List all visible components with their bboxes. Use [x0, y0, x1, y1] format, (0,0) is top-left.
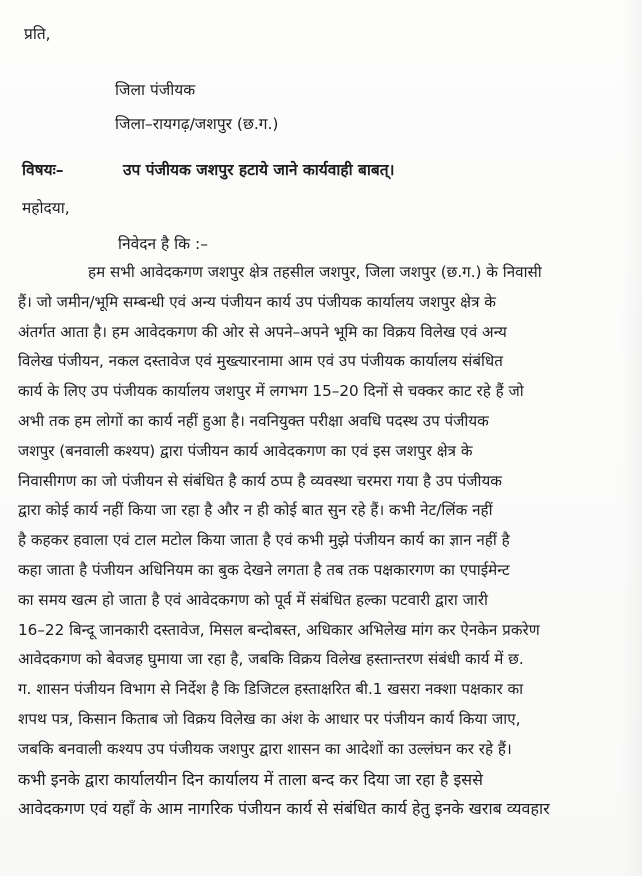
body-line: हम सभी आवेदकगण जशपुर क्षेत्र तहसील जशपुर, जिला जशपुर (छ.ग.) के निवासी [88, 263, 542, 281]
intro-text: निवेदन है कि :– [118, 235, 208, 253]
to-label: प्रति, [24, 25, 51, 43]
body-line: शपथ पत्र, किसान किताब जो विक्रय विलेख का अंश के आधार पर पंजीयन कार्य किया जाए, [18, 709, 521, 728]
recipient-line-1: जिला पंजीयक [115, 81, 196, 99]
body-line: निवासीगण का जो पंजीयन से संबंधित है कार्य ठप्प है व्यवस्था चरमरा गया है उप पंजीयक [18, 471, 502, 490]
body-line: विलेख पंजीयन, नकल दस्तावेज एवं मुख्त्यारनामा आम एवं उप पंजीयक कार्यालय संबंधित [18, 352, 503, 371]
body-line: 16–22 बिन्दू जानकारी दस्तावेज, मिसल बन्दोबस्त, अधिकार अभिलेख मांग कर ऐनकेन प्रकरेण [18, 620, 540, 639]
body-line: अभी तक हम लोगों का कार्य नहीं हुआ है। नवनियुक्त परीक्षा अवधि पदस्थ उप पंजीयक [18, 411, 489, 430]
subject-text: उप पंजीयक जशपुर हटाये जाने कार्यवाही बाबत्। [123, 161, 395, 179]
body-line: आवेदकगण एवं यहाँ के आम नागरिक पंजीयन कार्य से संबंधित कार्य हेतु इनके खराब व्यवहार [18, 799, 550, 819]
body-line: अंतर्गत आता है। हम आवेदकगण की ओर से अपने–अपने भूमि का विक्रय विलेख एवं अन्य [18, 322, 507, 341]
greeting: महोदया, [22, 199, 70, 217]
body-line: कहा जाता है पंजीयन अधिनियम का बुक देखने लगता है तब तक पक्षकारगण का एपाईमेन्ट [18, 560, 510, 579]
body-line: द्वारा कोई कार्य नहीं किया जा रहा है और न ही कोई बात सुन रहे हैं। कभी नेट/लिंक नहीं [18, 501, 493, 520]
letter-body [18, 258, 624, 824]
body-line: कभी इनके द्वारा कार्यालयीन दिन कार्यालय में ताला बन्द कर दिया जा रहा है इससे [18, 769, 483, 789]
body-line: कार्य के लिए उप पंजीयक कार्यालय जशपुर में लगभग 15–20 दिनों से चक्कर काट रहे हैं जो [18, 382, 524, 401]
body-line: का समय खत्म हो जाता है एवं आवेदकगण को पूर्व में संबंधित हल्का पटवारी द्वारा जारी [18, 590, 488, 609]
body-line: जशपुर (बनवाली कश्यप) द्वारा पंजीयन कार्य आवेदकगण का एवं इस जशपुर क्षेत्र के [18, 441, 473, 460]
body-line: आवेदकगण को बेवजह घुमाया जा रहा है, जबकि विक्रय विलेख हस्तान्तरण संबंधी कार्य में छ. [18, 650, 524, 669]
body-line: है कहकर हवाला एवं टाल मटोल किया जाता है एवं कभी मुझे पंजीयन कार्य का ज्ञान नहीं है [18, 531, 510, 550]
subject-label: विषयः– [22, 161, 64, 179]
body-line: हैं। जो जमीन/भूमि सम्बन्धी एवं अन्य पंजीयन कार्य उप पंजीयक कार्यालय जशपुर क्षेत्र के [18, 292, 496, 311]
page-edge-shadow [620, 0, 642, 876]
body-line: जबकि बनवाली कश्यप उप पंजीयक जशपुर द्वारा शासन का आदेशों का उल्लंघन कर रहे हैं। [18, 739, 512, 758]
recipient-line-2: जिला–रायगढ़/जशपुर (छ.ग.) [115, 115, 279, 133]
body-line: ग. शासन पंजीयन विभाग से निर्देश है कि डिजिटल हस्ताक्षरित बी.1 खसरा नक्शा पक्षकार का [18, 680, 524, 699]
